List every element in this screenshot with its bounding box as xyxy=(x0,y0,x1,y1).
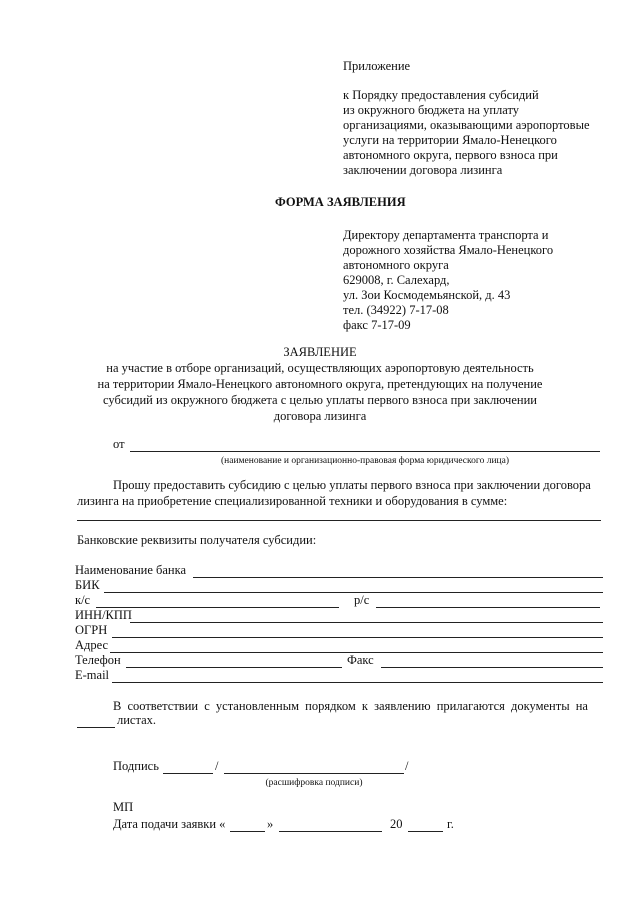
fax-field[interactable] xyxy=(381,667,603,668)
statement-line: договора лизинга xyxy=(273,409,367,423)
form-title: ФОРМА ЗАЯВЛЕНИЯ xyxy=(275,195,406,209)
signature-label: Подпись xyxy=(113,759,159,773)
email-label: E-mail xyxy=(75,668,110,682)
ks-label: к/с xyxy=(75,593,91,607)
appendix-line: из окружного бюджета на уплату xyxy=(343,103,520,117)
bank-heading: Банковские реквизиты получателя субсидии: xyxy=(77,533,317,547)
inn-kpp-field[interactable] xyxy=(130,622,603,623)
request-line: Прошу предоставить субсидию с целью уплаты первого взноса при заключении договора xyxy=(113,478,591,492)
signature-caption: (расшифровка подписи) xyxy=(265,778,363,788)
signature-slash: / xyxy=(215,759,219,773)
statement-line: субсидий из окружного бюджета с целью уплаты первого взноса при заключении xyxy=(103,393,537,407)
from-label: от xyxy=(113,437,125,451)
addressee-line: дорожного хозяйства Ямало-Ненецкого xyxy=(343,243,554,257)
amount-field[interactable] xyxy=(77,520,601,521)
date-close-quote: » xyxy=(267,817,274,831)
appendix-line: к Порядку предоставления субсидий xyxy=(343,88,539,102)
rs-field[interactable] xyxy=(376,607,600,608)
bank-name-label: Наименование банка xyxy=(75,563,187,577)
addressee-line: тел. (34922) 7-17-08 xyxy=(343,303,449,317)
attached-line: листах. xyxy=(117,713,157,727)
date-label: Дата подачи заявки « xyxy=(113,817,226,831)
signature-field[interactable] xyxy=(163,773,213,774)
date-suffix: г. xyxy=(447,817,454,831)
bank-name-field[interactable] xyxy=(193,577,603,578)
appendix-line: услуги на территории Ямало-Ненецкого xyxy=(343,133,557,147)
rs-label: р/с xyxy=(354,593,370,607)
date-day-field[interactable] xyxy=(230,831,265,832)
from-caption: (наименование и организационно-правовая форма юридического лица) xyxy=(220,456,509,466)
addressee-line: 629008, г. Салехард, xyxy=(343,273,450,287)
stamp-label: МП xyxy=(113,800,134,814)
fax-label: Факс xyxy=(347,653,374,667)
ogrn-field[interactable] xyxy=(112,637,603,638)
addressee-line: автономного округа xyxy=(343,258,449,272)
ogrn-label: ОГРН xyxy=(75,623,108,637)
date-year-prefix: 20 xyxy=(390,817,403,831)
ks-field[interactable] xyxy=(96,607,339,608)
addressee-line: факс 7-17-09 xyxy=(343,318,411,332)
statement-line: на участие в отборе организаций, осуществляющих аэропортовую деятельность xyxy=(106,361,534,375)
addressee-line: Директору департамента транспорта и xyxy=(343,228,549,242)
date-month-field[interactable] xyxy=(279,831,382,832)
sheets-count-field[interactable] xyxy=(77,727,115,728)
signature-end-slash: / xyxy=(405,759,409,773)
bik-label: БИК xyxy=(75,578,100,592)
phone-label: Телефон xyxy=(75,653,121,667)
request-line: лизинга на приобретение специализированной техники и оборудования в сумме: xyxy=(77,494,508,508)
signature-transcript-field[interactable] xyxy=(224,773,404,774)
statement-line: на территории Ямало-Ненецкого автономного округа, претендующих на получение xyxy=(97,377,543,391)
attached-line: В соответствии с установленным порядком к заявлению прилагаются документы на xyxy=(113,699,588,713)
address-label: Адрес xyxy=(75,638,109,652)
appendix-title: Приложение xyxy=(343,59,411,73)
appendix-line: организациями, оказывающими аэропортовые xyxy=(343,118,590,132)
from-field[interactable] xyxy=(130,451,600,452)
addressee-line: ул. Зои Космодемьянской, д. 43 xyxy=(343,288,511,302)
email-field[interactable] xyxy=(112,682,603,683)
date-year-field[interactable] xyxy=(408,831,443,832)
phone-field[interactable] xyxy=(126,667,342,668)
statement-heading: ЗАЯВЛЕНИЕ xyxy=(283,345,357,359)
appendix-line: заключении договора лизинга xyxy=(343,163,503,177)
inn-kpp-label: ИНН/КПП xyxy=(75,608,132,622)
appendix-line: автономного округа, первого взноса при xyxy=(343,148,558,162)
